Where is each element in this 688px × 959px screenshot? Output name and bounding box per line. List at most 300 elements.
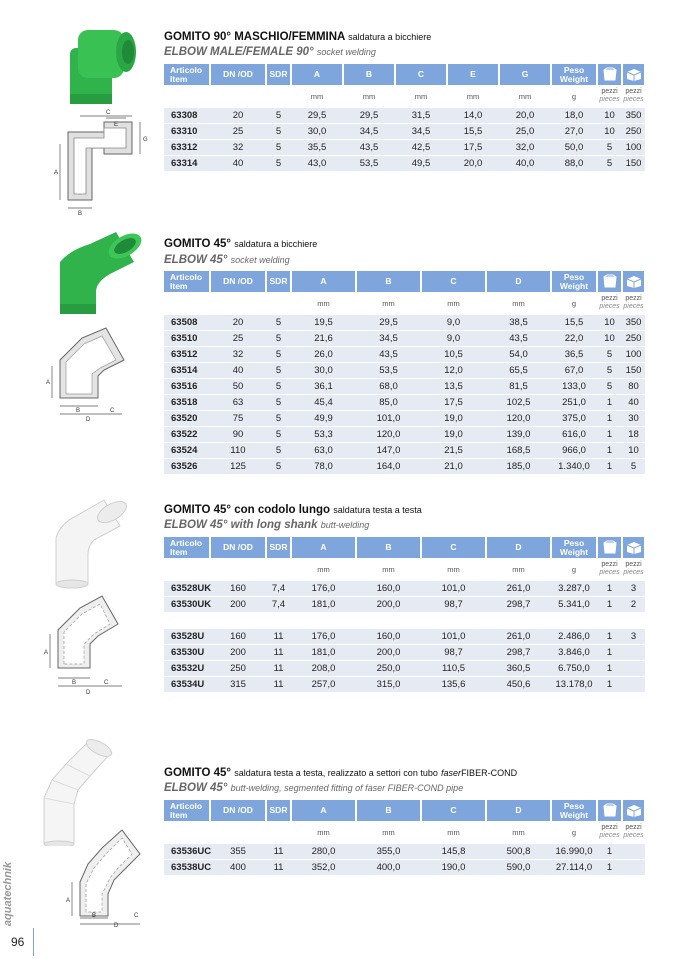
- item-code: 63514: [164, 363, 210, 379]
- table-cell: 40,0: [499, 156, 551, 172]
- table-row: [164, 645, 645, 661]
- table-cell: 375,0: [551, 411, 597, 427]
- unit: mm: [499, 85, 551, 108]
- item-code: 63524: [164, 443, 210, 459]
- pieces-it: pezzi: [601, 561, 618, 568]
- pieces-it: pezzi: [601, 295, 618, 302]
- label-a: A: [46, 380, 51, 386]
- label-c: C: [110, 408, 115, 414]
- table-row: [164, 411, 645, 427]
- table-cell: 40: [210, 156, 266, 172]
- title-text: GOMITO 45°: [164, 767, 232, 779]
- table-cell: 25,0: [499, 124, 551, 140]
- title-text-en: ELBOW 45°: [164, 254, 228, 266]
- single-box-icon: [602, 803, 618, 817]
- label-a: A: [54, 170, 59, 176]
- table-cell: 120,0: [356, 427, 421, 443]
- pieces-it: pezzi: [625, 824, 642, 831]
- table-row: [164, 108, 645, 124]
- col-c: C: [395, 64, 447, 85]
- section-title-en: [164, 782, 463, 794]
- subtitle-text-en: butt-welding: [320, 520, 370, 530]
- green-elbow-90-photo: [30, 18, 158, 108]
- table-cell: 29,5: [291, 108, 343, 124]
- label-e: E: [114, 122, 119, 128]
- table-cell: 13.178,0: [551, 677, 597, 693]
- unit: mm: [343, 85, 395, 108]
- table-cell: 63: [210, 395, 266, 411]
- table-row: [164, 315, 645, 331]
- table-cell: 25: [210, 331, 266, 347]
- table-cell: 9,0: [421, 315, 486, 331]
- table-cell: 15,5: [551, 315, 597, 331]
- spec-table: [164, 64, 646, 172]
- unit: mm: [447, 85, 499, 108]
- table-row: [164, 459, 645, 475]
- table-cell: 27.114,0: [551, 860, 597, 876]
- item-code: 63538UC: [164, 860, 210, 876]
- table-cell: 168,5: [486, 443, 551, 459]
- unit: mm: [356, 292, 421, 315]
- col-c: C: [421, 271, 486, 292]
- table-cell: 1: [597, 459, 622, 475]
- title-text-en: ELBOW 45°: [164, 782, 228, 794]
- white-elbow-45-photo: [30, 492, 158, 592]
- table-row: [164, 124, 645, 140]
- single-box-icon: [602, 67, 618, 81]
- section-title-en: [164, 46, 376, 58]
- title-text-en: ELBOW MALE/FEMALE 90°: [164, 46, 314, 58]
- table-cell: 45,4: [291, 395, 356, 411]
- table-cell: 38,5: [486, 315, 551, 331]
- table-row: [164, 860, 645, 876]
- unit: mm: [421, 558, 486, 581]
- pieces-en: pieces: [623, 832, 644, 839]
- table-cell: 12,0: [421, 363, 486, 379]
- table-cell: 1: [597, 427, 622, 443]
- col-sdr: SDR: [266, 800, 291, 821]
- table-cell: 250: [622, 331, 645, 347]
- table-row: [164, 677, 645, 693]
- unit: g: [551, 85, 597, 108]
- table-cell: 30,0: [291, 363, 356, 379]
- table-cell: 18,0: [551, 108, 597, 124]
- table-cell: 34,5: [343, 124, 395, 140]
- table-cell: 160,0: [356, 629, 421, 645]
- col-b: B: [356, 271, 421, 292]
- table-header: [164, 537, 645, 558]
- pieces-it: pezzi: [625, 561, 642, 568]
- table-cell: 75: [210, 411, 266, 427]
- pieces-unit: [597, 85, 622, 108]
- table-cell: [622, 860, 645, 876]
- col-weight: Peso Weight: [551, 64, 597, 85]
- table-cell: 54,0: [486, 347, 551, 363]
- table-cell: 5: [266, 347, 291, 363]
- table-cell: 110,5: [421, 661, 486, 677]
- pieces-unit: [597, 292, 622, 315]
- item-code: 63510: [164, 331, 210, 347]
- table-cell: 40: [210, 363, 266, 379]
- table-gap: [164, 613, 645, 629]
- table-cell: 100: [622, 347, 645, 363]
- table-cell: 34,5: [356, 331, 421, 347]
- table-cell: 1: [597, 645, 622, 661]
- table-cell: 350: [622, 108, 645, 124]
- table-cell: 100: [622, 140, 645, 156]
- spec-table: [164, 800, 646, 876]
- multi-box-icon: [625, 67, 643, 81]
- table-row: [164, 427, 645, 443]
- table-cell: 500,8: [486, 844, 551, 860]
- table-cell: 181,0: [291, 645, 356, 661]
- table-cell: 1: [597, 597, 622, 613]
- table-cell: 43,5: [486, 331, 551, 347]
- pieces-it: pezzi: [625, 295, 642, 302]
- table-header: [164, 271, 645, 292]
- table-cell: 53,5: [356, 363, 421, 379]
- table-cell: 1: [597, 629, 622, 645]
- subtitle-text-en: butt-welding, segmented fitting of faser FIBER-COND pipe: [230, 783, 464, 793]
- col-b: B: [356, 537, 421, 558]
- elbow-90-drawing: [30, 104, 158, 216]
- table-cell: 1: [597, 411, 622, 427]
- table-cell: 261,0: [486, 581, 551, 597]
- label-b: B: [76, 408, 81, 414]
- page-number: 96: [11, 935, 25, 949]
- table-cell: 17,5: [447, 140, 499, 156]
- col-a: A: [291, 800, 356, 821]
- unit: mm: [486, 821, 551, 844]
- col-c: C: [421, 537, 486, 558]
- table-cell: 63,0: [291, 443, 356, 459]
- table-row: [164, 443, 645, 459]
- pieces-unit: [622, 85, 645, 108]
- label-c: C: [104, 680, 109, 686]
- table-cell: 90: [210, 427, 266, 443]
- table-cell: 26,0: [291, 347, 356, 363]
- table-cell: 176,0: [291, 581, 356, 597]
- table-row: [164, 140, 645, 156]
- unit: mm: [356, 821, 421, 844]
- table-cell: 5: [266, 156, 291, 172]
- col-a: A: [291, 271, 356, 292]
- table-cell: 3.287,0: [551, 581, 597, 597]
- table-row: [164, 661, 645, 677]
- table-cell: 21,5: [421, 443, 486, 459]
- table-cell: 164,0: [356, 459, 421, 475]
- section-elbow-90-mf: [0, 0, 688, 220]
- table-cell: 10: [597, 331, 622, 347]
- units-row: [164, 558, 645, 581]
- table-header: [164, 64, 645, 85]
- unit: mm: [291, 821, 356, 844]
- pieces-en: pieces: [623, 303, 644, 310]
- table-cell: 20,0: [447, 156, 499, 172]
- table-cell: 5: [622, 459, 645, 475]
- label-g: G: [143, 137, 148, 143]
- table-cell: 616,0: [551, 427, 597, 443]
- label-a: A: [44, 650, 49, 656]
- table-cell: 101,0: [421, 629, 486, 645]
- table-cell: 5: [266, 411, 291, 427]
- col-d: D: [486, 271, 551, 292]
- col-e: E: [447, 64, 499, 85]
- table-row: [164, 347, 645, 363]
- table-cell: 280,0: [291, 844, 356, 860]
- unit: mm: [486, 292, 551, 315]
- table-cell: 147,0: [356, 443, 421, 459]
- table-cell: 20: [210, 108, 266, 124]
- table-cell: 5: [597, 363, 622, 379]
- item-code: 63528U: [164, 629, 210, 645]
- table-cell: 261,0: [486, 629, 551, 645]
- col-weight: Peso Weight: [551, 271, 597, 292]
- table-cell: 10: [622, 443, 645, 459]
- table-cell: [622, 677, 645, 693]
- table-cell: 19,5: [291, 315, 356, 331]
- table-row: [164, 331, 645, 347]
- table-cell: 5: [597, 156, 622, 172]
- table-cell: 5: [266, 140, 291, 156]
- multi-box-icon: [625, 803, 643, 817]
- multi-box-icon: [625, 540, 643, 554]
- table-cell: 32,0: [499, 140, 551, 156]
- single-box-icon: [602, 274, 618, 288]
- table-cell: 135,6: [421, 677, 486, 693]
- table-cell: 27,0: [551, 124, 597, 140]
- col-box-multi: [622, 271, 645, 292]
- table-cell: 200,0: [356, 645, 421, 661]
- label-d: D: [114, 923, 119, 928]
- unit: g: [551, 292, 597, 315]
- green-elbow-45-photo: [30, 222, 158, 322]
- table-cell: 355,0: [356, 844, 421, 860]
- table-cell: 98,7: [421, 645, 486, 661]
- col-dn: DN /OD: [210, 537, 266, 558]
- table-row: [164, 363, 645, 379]
- table-cell: 102,5: [486, 395, 551, 411]
- table-row: [164, 629, 645, 645]
- table-cell: 5: [597, 379, 622, 395]
- item-code: 63516: [164, 379, 210, 395]
- spec-table: [164, 271, 646, 475]
- table-cell: 160,0: [356, 581, 421, 597]
- table-cell: 150: [622, 363, 645, 379]
- col-dn: DN /OD: [210, 800, 266, 821]
- table-cell: 145,8: [421, 844, 486, 860]
- pieces-en: pieces: [623, 96, 644, 103]
- label-c: C: [134, 913, 139, 919]
- pieces-unit: [597, 821, 622, 844]
- table-cell: 36,5: [551, 347, 597, 363]
- table-cell: 10: [597, 124, 622, 140]
- table-cell: 50: [210, 379, 266, 395]
- table-cell: 250: [210, 661, 266, 677]
- table-cell: 35,5: [291, 140, 343, 156]
- table-cell: 50,0: [551, 140, 597, 156]
- table-cell: 40: [622, 395, 645, 411]
- table-cell: 53,5: [343, 156, 395, 172]
- unit: g: [551, 821, 597, 844]
- page-divider: [33, 928, 34, 956]
- table-cell: 315,0: [356, 677, 421, 693]
- table-cell: 150: [622, 156, 645, 172]
- item-code: 63518: [164, 395, 210, 411]
- table-cell: 5: [266, 315, 291, 331]
- product-images: [30, 728, 158, 928]
- table-cell: 3: [622, 581, 645, 597]
- table-cell: 29,5: [356, 315, 421, 331]
- table-cell: 966,0: [551, 443, 597, 459]
- table-cell: 5: [266, 363, 291, 379]
- table-cell: 7,4: [266, 581, 291, 597]
- unit: mm: [356, 558, 421, 581]
- table-cell: 5: [266, 124, 291, 140]
- table-cell: 251,0: [551, 395, 597, 411]
- table-cell: 53,3: [291, 427, 356, 443]
- col-item: Articolo Item: [164, 271, 210, 292]
- table-cell: 139,0: [486, 427, 551, 443]
- table-cell: 1.340,0: [551, 459, 597, 475]
- item-code: 63512: [164, 347, 210, 363]
- col-item: Articolo Item: [164, 537, 210, 558]
- table-cell: 5.341,0: [551, 597, 597, 613]
- table-cell: 5: [266, 443, 291, 459]
- col-c: C: [421, 800, 486, 821]
- table-cell: 5: [597, 140, 622, 156]
- table-cell: 81,5: [486, 379, 551, 395]
- subtitle-text: saldatura a bicchiere: [348, 32, 432, 42]
- table-cell: 125: [210, 459, 266, 475]
- table-cell: 590,0: [486, 860, 551, 876]
- item-code: 63534U: [164, 677, 210, 693]
- table-cell: 2.486,0: [551, 629, 597, 645]
- table-cell: 31,5: [395, 108, 447, 124]
- table-cell: 400: [210, 860, 266, 876]
- title-text: GOMITO 45°: [164, 238, 232, 250]
- table-row: [164, 844, 645, 860]
- item-code: 63314: [164, 156, 210, 172]
- table-row: [164, 597, 645, 613]
- table-cell: 78,0: [291, 459, 356, 475]
- subtitle-italic: faser: [441, 768, 462, 778]
- table-cell: 298,7: [486, 597, 551, 613]
- table-cell: 11: [266, 844, 291, 860]
- table-cell: 200: [210, 645, 266, 661]
- spec-table: [164, 537, 646, 693]
- col-b: B: [343, 64, 395, 85]
- table-cell: 2: [622, 597, 645, 613]
- table-header: [164, 800, 645, 821]
- item-code: 63308: [164, 108, 210, 124]
- pieces-unit: [622, 558, 645, 581]
- table-cell: 110: [210, 443, 266, 459]
- table-cell: 5: [597, 347, 622, 363]
- pieces-en: pieces: [623, 569, 644, 576]
- table-cell: 350: [622, 315, 645, 331]
- unit: mm: [486, 558, 551, 581]
- col-sdr: SDR: [266, 271, 291, 292]
- item-code: 63530UK: [164, 597, 210, 613]
- table-cell: 21,6: [291, 331, 356, 347]
- col-item: Articolo Item: [164, 800, 210, 821]
- table-cell: 20: [210, 315, 266, 331]
- table-cell: 11: [266, 661, 291, 677]
- table-cell: 101,0: [421, 581, 486, 597]
- table-cell: 30: [622, 411, 645, 427]
- table-cell: 16.990,0: [551, 844, 597, 860]
- col-d: D: [486, 800, 551, 821]
- pieces-it: pezzi: [601, 824, 618, 831]
- pieces-en: pieces: [599, 832, 620, 839]
- col-item: Articolo Item: [164, 64, 210, 85]
- table-cell: 360,5: [486, 661, 551, 677]
- subtitle-text: saldatura a bicchiere: [234, 239, 318, 249]
- unit: mm: [291, 558, 356, 581]
- table-cell: 257,0: [291, 677, 356, 693]
- table-cell: 1: [597, 860, 622, 876]
- table-cell: [622, 844, 645, 860]
- table-cell: 7,4: [266, 597, 291, 613]
- table-cell: 250: [622, 124, 645, 140]
- label-d: D: [86, 417, 91, 423]
- table-cell: 1: [597, 661, 622, 677]
- table-row: [164, 379, 645, 395]
- item-code: 63532U: [164, 661, 210, 677]
- section-title-it: [164, 238, 317, 250]
- table-cell: 1: [597, 443, 622, 459]
- col-g: G: [499, 64, 551, 85]
- table-cell: 49,5: [395, 156, 447, 172]
- col-a: A: [291, 537, 356, 558]
- title-text: GOMITO 45° con codolo lungo: [164, 504, 331, 516]
- single-box-icon: [602, 540, 618, 554]
- label-b: B: [92, 913, 97, 919]
- table-cell: 19,0: [421, 427, 486, 443]
- section-title-it: [164, 767, 517, 779]
- segmented-elbow-drawing: [30, 824, 158, 928]
- col-box-multi: [622, 800, 645, 821]
- table-cell: 5: [266, 427, 291, 443]
- item-code: 63312: [164, 140, 210, 156]
- subtitle-end: FIBER-COND: [461, 768, 518, 778]
- table-cell: [622, 661, 645, 677]
- table-cell: 49,9: [291, 411, 356, 427]
- pieces-en: pieces: [599, 96, 620, 103]
- table-cell: 120,0: [486, 411, 551, 427]
- table-cell: 85,0: [356, 395, 421, 411]
- pieces-en: pieces: [599, 569, 620, 576]
- col-box-single: [597, 271, 622, 292]
- col-box-single: [597, 64, 622, 85]
- table-cell: 5: [266, 395, 291, 411]
- brand-text: aquatechnik: [2, 861, 15, 927]
- item-code: 63508: [164, 315, 210, 331]
- col-b: B: [356, 800, 421, 821]
- table-cell: 3: [622, 629, 645, 645]
- table-cell: 1: [597, 395, 622, 411]
- table-cell: 1: [597, 677, 622, 693]
- table-cell: 208,0: [291, 661, 356, 677]
- table-cell: 11: [266, 645, 291, 661]
- product-images: [30, 222, 158, 422]
- table-cell: 80: [622, 379, 645, 395]
- col-d: D: [486, 537, 551, 558]
- table-cell: 9,0: [421, 331, 486, 347]
- table-cell: 352,0: [291, 860, 356, 876]
- table-cell: 298,7: [486, 645, 551, 661]
